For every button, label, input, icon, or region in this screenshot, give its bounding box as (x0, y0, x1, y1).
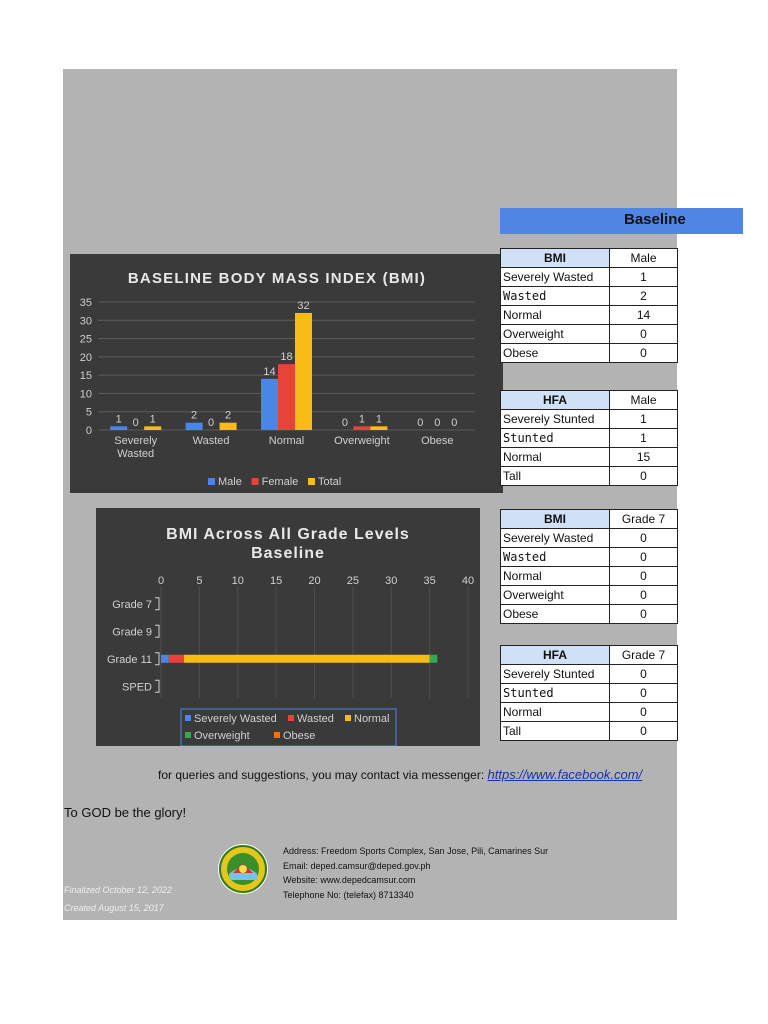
legend-swatch (185, 715, 191, 721)
row-label: Obese (501, 605, 610, 624)
row-value: 0 (610, 344, 678, 363)
row-label: Stunted (501, 684, 610, 703)
baseline-banner (500, 208, 743, 234)
finalized-date: Finalized October 12, 2022 (64, 885, 173, 895)
legend-label: Obese (283, 730, 316, 742)
table-row (501, 268, 678, 287)
table-row (501, 410, 678, 429)
legend-swatch (274, 732, 280, 738)
bar (295, 313, 312, 430)
row-label: Overweight (501, 325, 610, 344)
y-tick-label: Grade 9 (112, 626, 152, 639)
y-tick-label: 20 (79, 351, 92, 364)
y-tick-label: Grade 11 (106, 653, 152, 666)
table-row (501, 684, 678, 703)
table-row (501, 287, 678, 306)
x-tick-label: 0 (157, 575, 165, 587)
bar (186, 423, 203, 430)
x-tick-label: 10 (231, 575, 244, 587)
legend-swatch (208, 478, 215, 485)
row-label: Normal (501, 306, 610, 325)
data-label: 1 (358, 413, 365, 426)
row-value: 1 (610, 410, 678, 429)
bar (220, 423, 237, 430)
data-label: 0 (132, 417, 139, 429)
table-row (501, 325, 678, 344)
row-value: 0 (610, 684, 678, 703)
row-value: 1 (610, 268, 678, 287)
legend-label: Female (261, 476, 299, 488)
legend-label: Normal (354, 713, 390, 725)
data-label: 0 (417, 417, 424, 429)
y-tick-label: 15 (79, 370, 92, 383)
x-tick-label: Overweight (334, 435, 390, 447)
data-label: 0 (208, 417, 215, 429)
row-value: 1 (610, 429, 678, 448)
office-email: Email: deped.camsur@deped.gov.ph (283, 860, 431, 871)
table-row (501, 429, 678, 448)
table-column-header: Male (610, 249, 678, 268)
x-tick-label: Obese (421, 435, 454, 447)
legend-swatch (288, 715, 294, 721)
row-value: 0 (610, 722, 678, 741)
legend-label: Wasted (297, 713, 334, 725)
bar (278, 364, 295, 430)
bar (261, 379, 278, 430)
legend-label: Male (218, 476, 242, 488)
row-label: Severely Wasted (501, 268, 610, 287)
x-tick-label: Wasted (192, 435, 230, 447)
data-label: 1 (375, 413, 382, 426)
office-info (283, 844, 548, 902)
row-value: 0 (610, 325, 678, 344)
y-tick-label: 30 (79, 315, 92, 328)
data-label: 18 (280, 351, 293, 364)
data-label: 1 (115, 413, 122, 426)
chart-title: BASELINE BODY MASS INDEX (BMI) (127, 270, 427, 287)
row-label: Stunted (501, 429, 610, 448)
bar-segment (184, 655, 430, 663)
hfa-grade7-table (500, 645, 678, 741)
row-label: Wasted (501, 287, 610, 306)
y-tick-label: Grade 7 (112, 598, 152, 611)
table-column-header: Male (610, 391, 678, 410)
deped-camsur-seal-icon (217, 843, 269, 895)
row-label: Normal (501, 567, 610, 586)
table-row (501, 703, 678, 722)
x-tick-label: Normal (268, 435, 305, 447)
messenger-link[interactable]: https://www.facebook.com/ (487, 767, 643, 782)
row-value: 0 (610, 665, 678, 684)
x-tick-label: 25 (346, 575, 359, 587)
x-tick-label: Wasted (117, 448, 155, 460)
legend-label: Severely Wasted (194, 713, 277, 725)
x-tick-label: 40 (461, 575, 475, 587)
row-value: 0 (610, 529, 678, 548)
bar (144, 426, 161, 430)
x-tick-label: 30 (385, 575, 398, 587)
y-tick-label: 5 (85, 406, 92, 419)
x-tick-label: 15 (270, 575, 283, 587)
row-label: Severely Wasted (501, 529, 610, 548)
bar (110, 426, 127, 430)
bar-segment (430, 655, 438, 663)
data-label: 1 (149, 413, 156, 426)
y-tick-label: SPED (122, 681, 152, 694)
chart-title: BMI Across All Grade Levels (166, 526, 410, 543)
row-label: Tall (501, 467, 610, 486)
row-label: Tall (501, 722, 610, 741)
table-row (501, 722, 678, 741)
y-tick-mark (155, 653, 159, 665)
office-address: Address: Freedom Sports Complex, San Jose, Pili, Camarines Sur (283, 846, 549, 856)
grade-levels-bar-chart-svg (96, 508, 480, 746)
row-label: Severely Stunted (501, 665, 610, 684)
row-label: Severely Stunted (501, 410, 610, 429)
table-row (501, 665, 678, 684)
y-tick-label: 10 (79, 388, 92, 401)
office-website: Website: www.depedcamsur.com (283, 875, 416, 885)
table-row (501, 467, 678, 486)
data-label: 2 (225, 409, 232, 422)
data-label: 14 (263, 365, 276, 378)
data-label: 32 (297, 299, 310, 312)
bar-segment (161, 655, 169, 663)
bmi-male-table (500, 248, 678, 363)
row-label: Normal (501, 703, 610, 722)
data-label: 2 (191, 409, 198, 422)
row-value: 0 (610, 467, 678, 486)
row-label: Wasted (501, 548, 610, 567)
table-header: HFA (501, 391, 610, 410)
x-tick-label: Severely (114, 435, 158, 447)
row-value: 14 (610, 306, 678, 325)
bar (370, 426, 387, 430)
baseline-banner-title: Baseline (624, 211, 686, 228)
y-tick-label: 35 (79, 297, 92, 309)
row-value: 0 (610, 586, 678, 605)
grade-levels-bar-chart[interactable] (96, 508, 480, 746)
table-column-header: Grade 7 (610, 646, 678, 665)
row-value: 15 (610, 448, 678, 467)
table-header: BMI (501, 510, 610, 529)
x-tick-label: 5 (196, 575, 203, 587)
table-row (501, 567, 678, 586)
row-label: Overweight (501, 586, 610, 605)
glory-text: To GOD be the glory! (64, 805, 187, 820)
data-label: 0 (341, 417, 348, 429)
bar (353, 426, 370, 430)
legend-label: Total (318, 476, 342, 488)
chart-subtitle: Baseline (251, 545, 325, 562)
hfa-male-table (500, 390, 678, 486)
bmi-bar-chart-svg (70, 254, 503, 493)
y-tick-mark (155, 625, 159, 637)
table-row (501, 605, 678, 624)
contact-text: for queries and suggestions, you may contact via messenger: (158, 768, 488, 782)
spreadsheet-area (63, 69, 677, 920)
legend-swatch (345, 715, 351, 721)
table-header: BMI (501, 249, 610, 268)
table-row (501, 548, 678, 567)
data-label: 0 (451, 417, 458, 429)
row-value: 0 (610, 567, 678, 586)
created-date: Created August 15, 2017 (64, 903, 164, 913)
table-row (501, 448, 678, 467)
row-label: Normal (501, 448, 610, 467)
legend-swatch (185, 732, 191, 738)
row-value: 0 (610, 605, 678, 624)
table-header: HFA (501, 646, 610, 665)
table-column-header: Grade 7 (610, 510, 678, 529)
row-value: 0 (610, 703, 678, 722)
y-tick-mark (155, 680, 159, 692)
y-tick-mark (155, 598, 159, 610)
table-row (501, 529, 678, 548)
table-row (501, 344, 678, 363)
legend-swatch (308, 478, 315, 485)
bmi-bar-chart[interactable] (70, 254, 503, 493)
bar-segment (169, 655, 184, 663)
data-label: 0 (434, 417, 441, 429)
table-row (501, 306, 678, 325)
bmi-grade7-table (500, 509, 678, 624)
legend-label: Overweight (194, 730, 250, 742)
table-row (501, 586, 678, 605)
row-value: 2 (610, 287, 678, 306)
legend-swatch (252, 478, 259, 485)
x-tick-label: 35 (423, 575, 436, 587)
contact-line (158, 767, 677, 782)
x-tick-label: 20 (308, 575, 321, 587)
row-label: Obese (501, 344, 610, 363)
y-tick-label: 25 (79, 333, 92, 346)
office-phone: Telephone No: (telefax) 8713340 (283, 889, 414, 900)
row-value: 0 (610, 548, 678, 567)
y-tick-label: 0 (85, 425, 92, 437)
